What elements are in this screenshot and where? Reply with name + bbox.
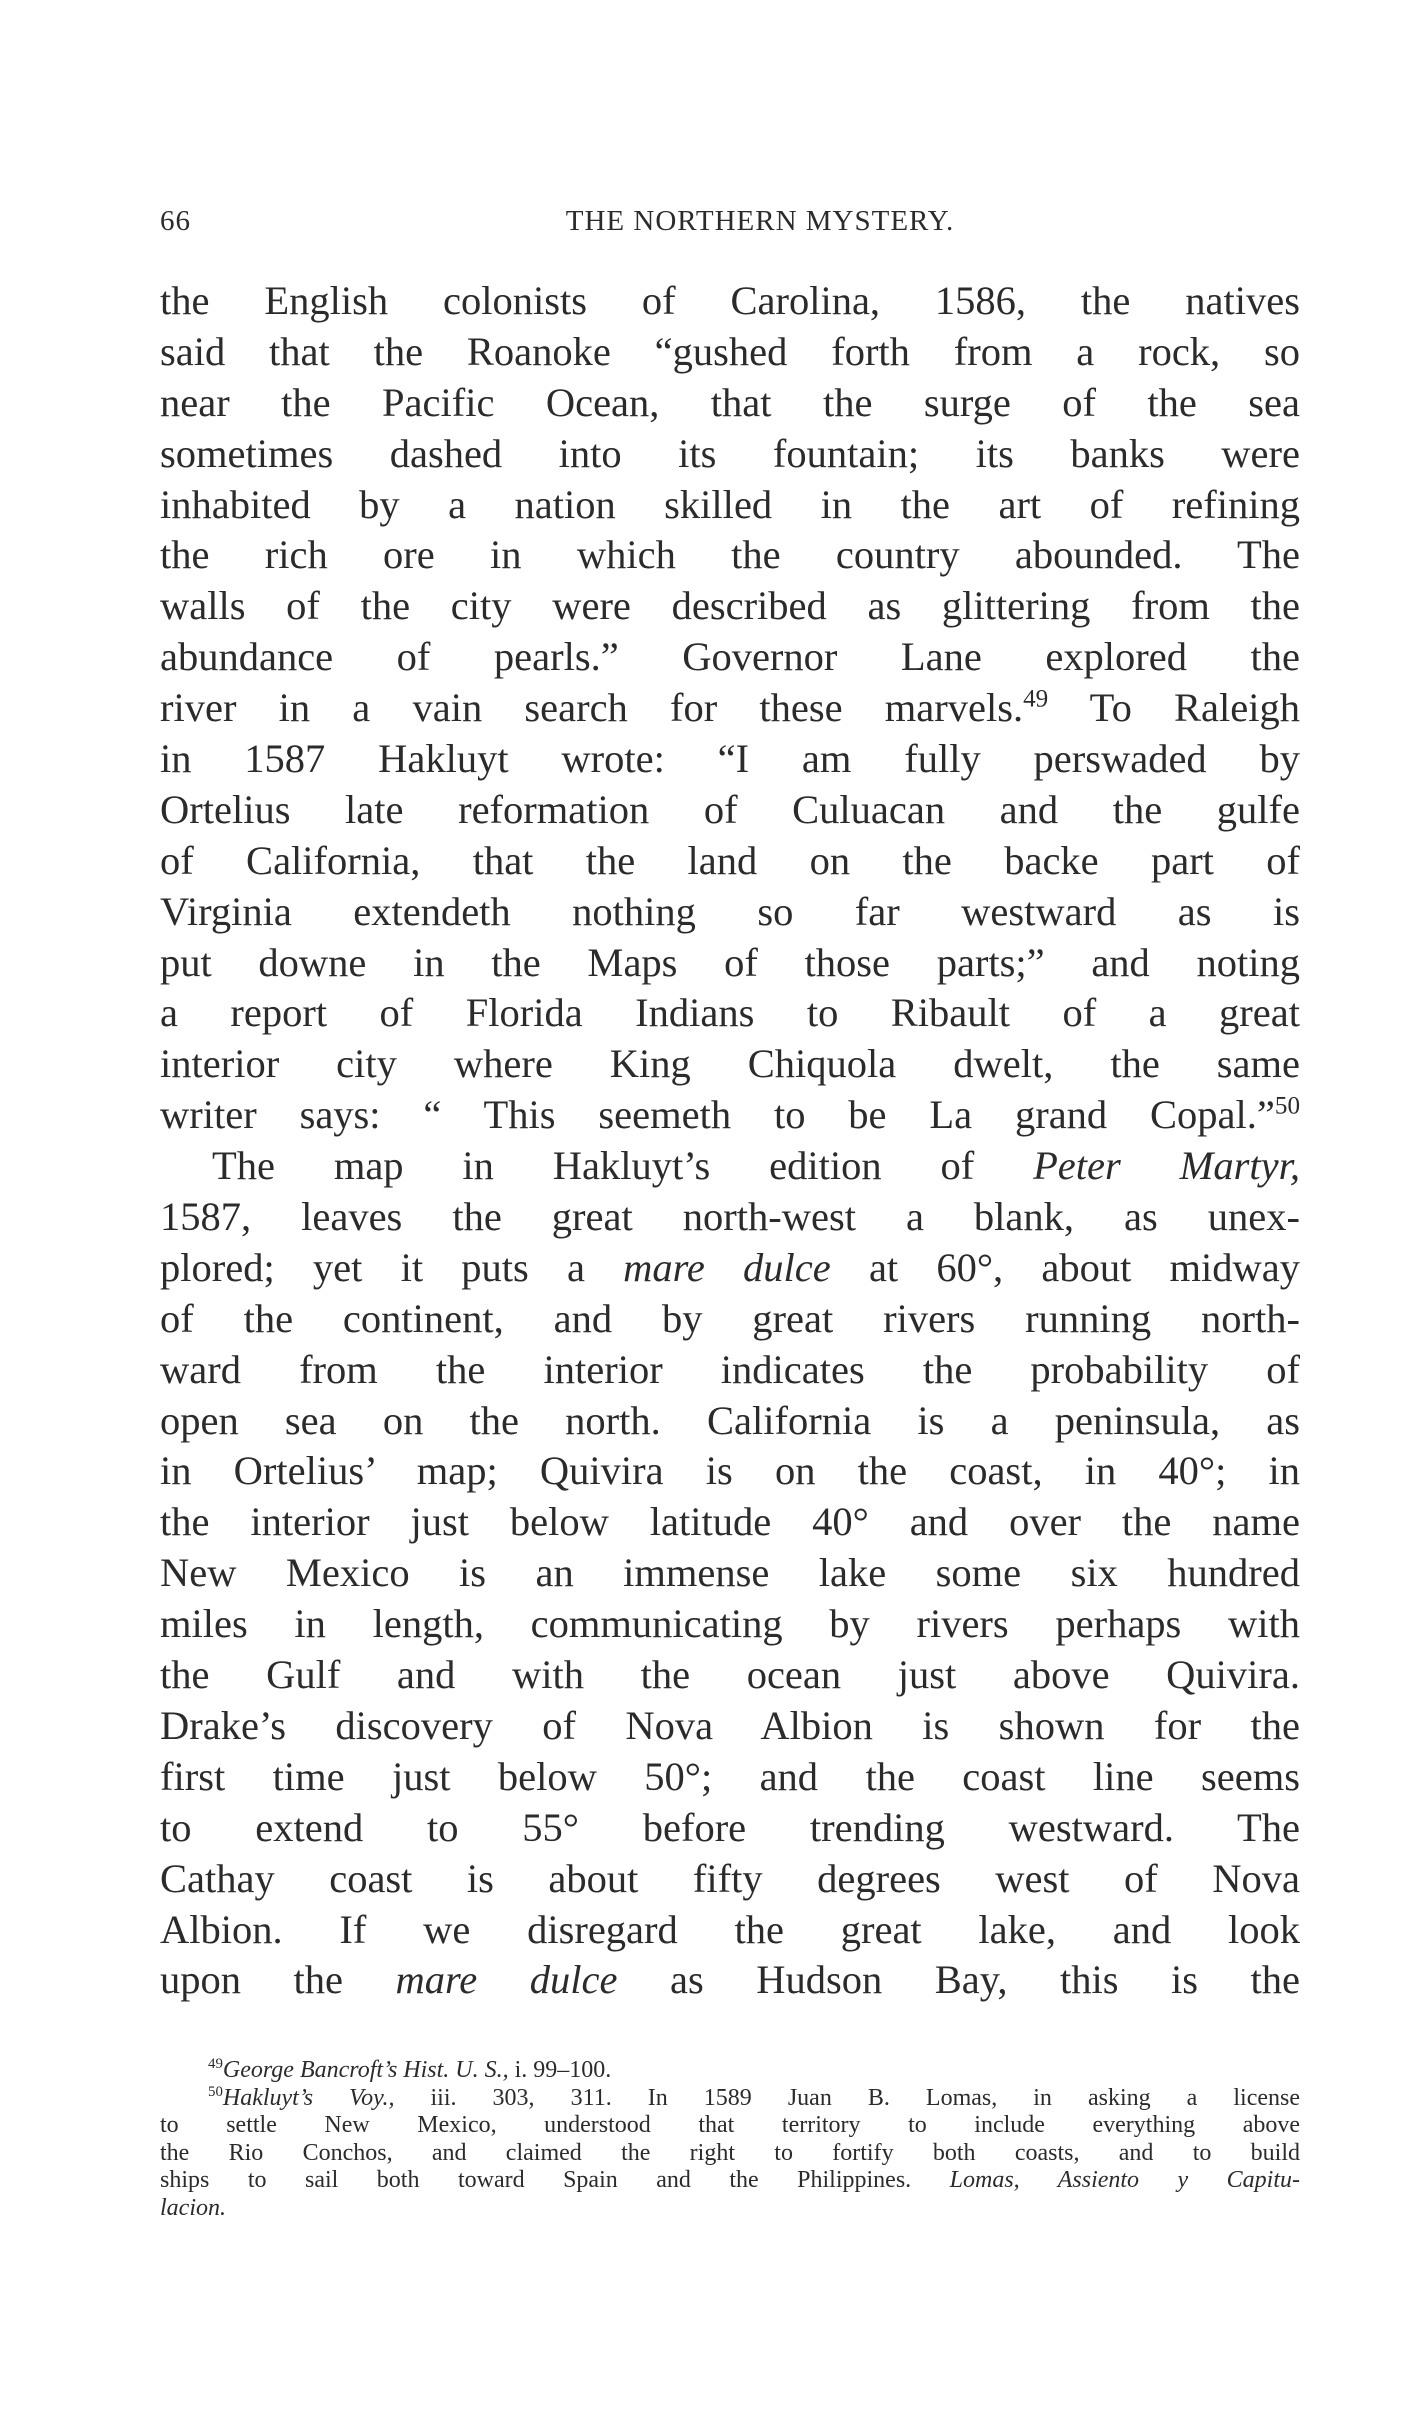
body-text [160,276,1300,2006]
footnote-49: $^{49}$George Bancroft’s Hist. U. S., i. 99–100. [208,2056,612,2083]
body-line: open sea on the north. California is a peninsula, as [160,1397,1300,1443]
body-line: of the continent, and by great rivers running north- [160,1295,1300,1341]
footnote-marker: 49 [208,2056,223,2072]
body-line: Albion. If we disregard the great lake, and look [160,1906,1300,1952]
body-line: inhabited by a nation skilled in the art of refining [160,481,1300,527]
body-line: abundance of pearls.” Governor Lane explored the [160,634,1300,680]
body-line: Cathay coast is about fifty degrees west of Nova [160,1855,1300,1901]
italic-term: mare dulce [623,1244,831,1290]
body-line: writer says: “ This seemeth to be La grand Copal.”$^{50}$ [160,1092,1300,1138]
footnote-citation: Hakluyt’s Voy., [222,2084,395,2111]
body-line: the English colonists of Carolina, 1586, the natives [160,278,1300,323]
body-line: the rich ore in which the country abounded. The [160,532,1300,578]
body-line: sometimes dashed into its fountain; its banks were [160,430,1300,476]
running-head [160,205,1300,249]
body-line: said that the Roanoke “gushed forth from a rock, so [160,328,1300,374]
body-line: a report of Florida Indians to Ribault of a great [160,990,1300,1036]
footnote-line [160,2195,1300,2223]
footnote-line: ships to sail both toward Spain and the Philippines. Lomas, Assiento y Capitu- [160,2167,1301,2193]
body-line: Virginia extendeth nothing so far westward as is [160,888,1300,934]
footnote-citation: George Bancroft’s Hist. U. S., [222,2057,509,2083]
italic-term: mare dulce [395,1957,618,2003]
body-line: first time just below 50°; and the coast line seems [160,1753,1300,1799]
page-number: 66 [160,205,191,237]
body-line: river in a vain search for these marvels.$^{49}$ To Raleigh [160,685,1300,731]
body-line: the Gulf and with the ocean just above Quivira. [160,1652,1300,1698]
body-line: 1587, leaves the great north-west a blank, as unex- [160,1194,1300,1240]
footnote-line: to settle New Mexico, understood that territory to include everything above [160,2112,1300,2138]
italic-title: Peter Martyr, [1033,1143,1300,1189]
body-line: plored; yet it puts a mare dulce at 60°, about midway [160,1244,1300,1290]
body-line: in 1587 Hakluyt wrote: “I am fully perswaded by [160,736,1300,782]
body-line: The map in Hakluyt’s edition of Peter Martyr, [212,1143,1300,1189]
footnote-marker: 50 [208,2083,223,2100]
body-line: miles in length, communicating by rivers perhaps with [160,1601,1300,1647]
body-line: in Ortelius’ map; Quivira is on the coast, in 40°; in [160,1448,1300,1494]
body-line: Ortelius late reformation of Culuacan and the gulfe [160,786,1300,832]
body-line: Drake’s discovery of Nova Albion is shown for the [160,1702,1300,1748]
running-title: THE NORTHERN MYSTERY. [565,205,955,237]
footnote-ref-49: 49 [1023,685,1049,713]
body-line: near the Pacific Ocean, that the surge of the sea [160,379,1300,425]
body-line: ward from the interior indicates the probability of [160,1346,1300,1392]
body-line: upon the mare dulce as Hudson Bay, this is the [160,1957,1301,2003]
footnote-ref-50: 50 [1274,1092,1300,1120]
footnote-line: the Rio Conchos, and claimed the right to fortify both coasts, and to build [160,2139,1300,2166]
body-line: put downe in the Maps of those parts;” and noting [160,939,1300,985]
footnotes [160,2057,1300,2222]
footnote-source: lacion. [160,2194,226,2221]
body-line: interior city where King Chiquola dwelt, the same [160,1041,1300,1087]
footnote-50: $^{50}$Hakluyt’s Voy., iii. 303, 311. In 1589 Juan B. Lomas, in asking a license [208,2083,1301,2111]
body-line: walls of the city were described as glittering from the [160,583,1300,629]
body-line: of California, that the land on the backe part of [160,837,1300,883]
body-line: to extend to 55° before trending westward. The [160,1804,1300,1850]
body-line: the interior just below latitude 40° and over the name [160,1499,1300,1545]
body-line: New Mexico is an immense lake some six hundred [160,1550,1300,1596]
footnote-source: Lomas, Assiento y Capitu- [949,2167,1301,2193]
